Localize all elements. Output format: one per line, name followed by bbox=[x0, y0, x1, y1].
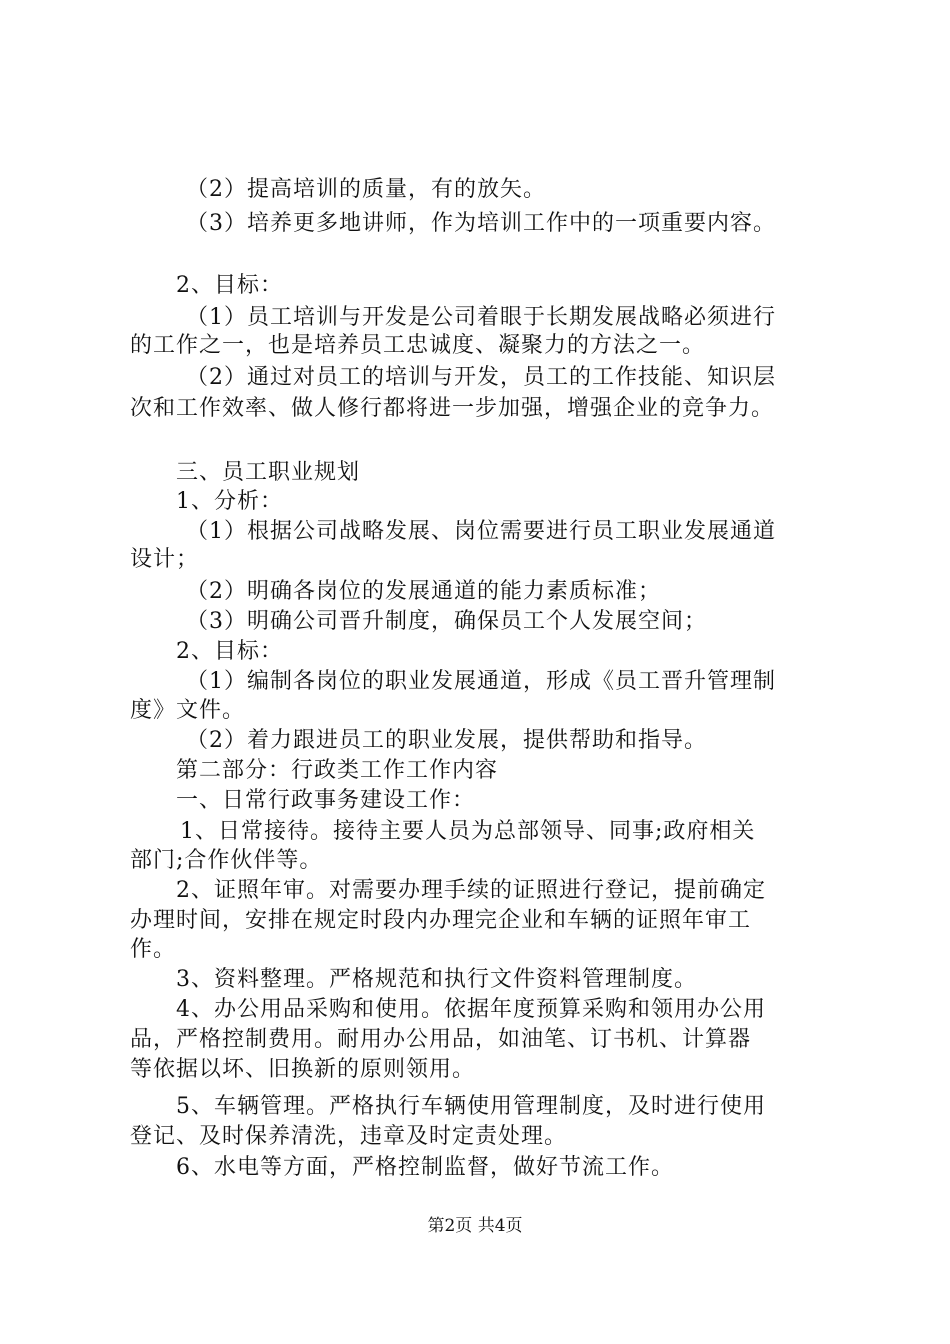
text-line: （3）明确公司晋升制度，确保员工个人发展空间； bbox=[186, 609, 707, 634]
text-line: 作。 bbox=[130, 937, 177, 962]
text-line: （1）根据公司战略发展、岗位需要进行员工职业发展通道 bbox=[186, 519, 776, 544]
section-heading: 一、日常行政事务建设工作： bbox=[176, 788, 476, 813]
text-line: （2）明确各岗位的发展通道的能力素质标准； bbox=[186, 579, 661, 604]
text-line: 6、水电等方面，严格控制监督，做好节流工作。 bbox=[176, 1155, 674, 1180]
section-heading: 第二部分：行政类工作工作内容 bbox=[176, 758, 499, 783]
text-line: 5、车辆管理。严格执行车辆使用管理制度，及时进行使用 bbox=[176, 1094, 766, 1119]
text-line: 4、办公用品采购和使用。依据年度预算采购和领用办公用 bbox=[176, 997, 766, 1022]
text-line: 次和工作效率、做人修行都将进一步加强，增强企业的竞争力。 bbox=[130, 396, 775, 421]
text-line: （2）通过对员工的培训与开发，员工的工作技能、知识层 bbox=[186, 365, 776, 390]
text-line: 登记、及时保养清洗，违章及时定责处理。 bbox=[130, 1124, 568, 1149]
text-line: 1、日常接待。接待主要人员为总部领导、同事;政府相关 bbox=[180, 819, 756, 844]
text-line: 部门;合作伙伴等。 bbox=[130, 848, 323, 873]
section-heading: 2、目标： bbox=[176, 273, 283, 298]
text-line: （1）编制各岗位的职业发展通道，形成《员工晋升管理制 bbox=[186, 669, 776, 694]
text-line: 设计； bbox=[130, 547, 200, 572]
text-line: 3、资料整理。严格规范和执行文件资料管理制度。 bbox=[176, 967, 697, 992]
section-heading: 1、分析： bbox=[176, 489, 283, 514]
section-heading: 三、员工职业规划 bbox=[176, 460, 361, 485]
text-line: 的工作之一，也是培养员工忠诚度、凝聚力的方法之一。 bbox=[130, 333, 706, 358]
text-line: （2）着力跟进员工的职业发展，提供帮助和指导。 bbox=[186, 728, 707, 753]
text-line: 品，严格控制费用。耐用办公用品，如油笔、订书机、计算器 bbox=[130, 1027, 752, 1052]
text-line: （2）提高培训的质量，有的放矢。 bbox=[186, 177, 546, 202]
text-line: 等依据以坏、旧换新的原则领用。 bbox=[130, 1057, 476, 1082]
text-line: 2、证照年审。对需要办理手续的证照进行登记，提前确定 bbox=[176, 878, 766, 903]
text-line: 度》文件。 bbox=[130, 698, 246, 723]
section-heading: 2、目标： bbox=[176, 639, 283, 664]
text-line: 办理时间，安排在规定时段内办理完企业和车辆的证照年审工 bbox=[130, 908, 752, 933]
page-number-footer: 第2页 共4页 bbox=[427, 1216, 523, 1236]
text-line: （3）培养更多地讲师，作为培训工作中的一项重要内容。 bbox=[186, 211, 776, 236]
text-line: （1）员工培训与开发是公司着眼于长期发展战略必须进行 bbox=[186, 305, 776, 330]
